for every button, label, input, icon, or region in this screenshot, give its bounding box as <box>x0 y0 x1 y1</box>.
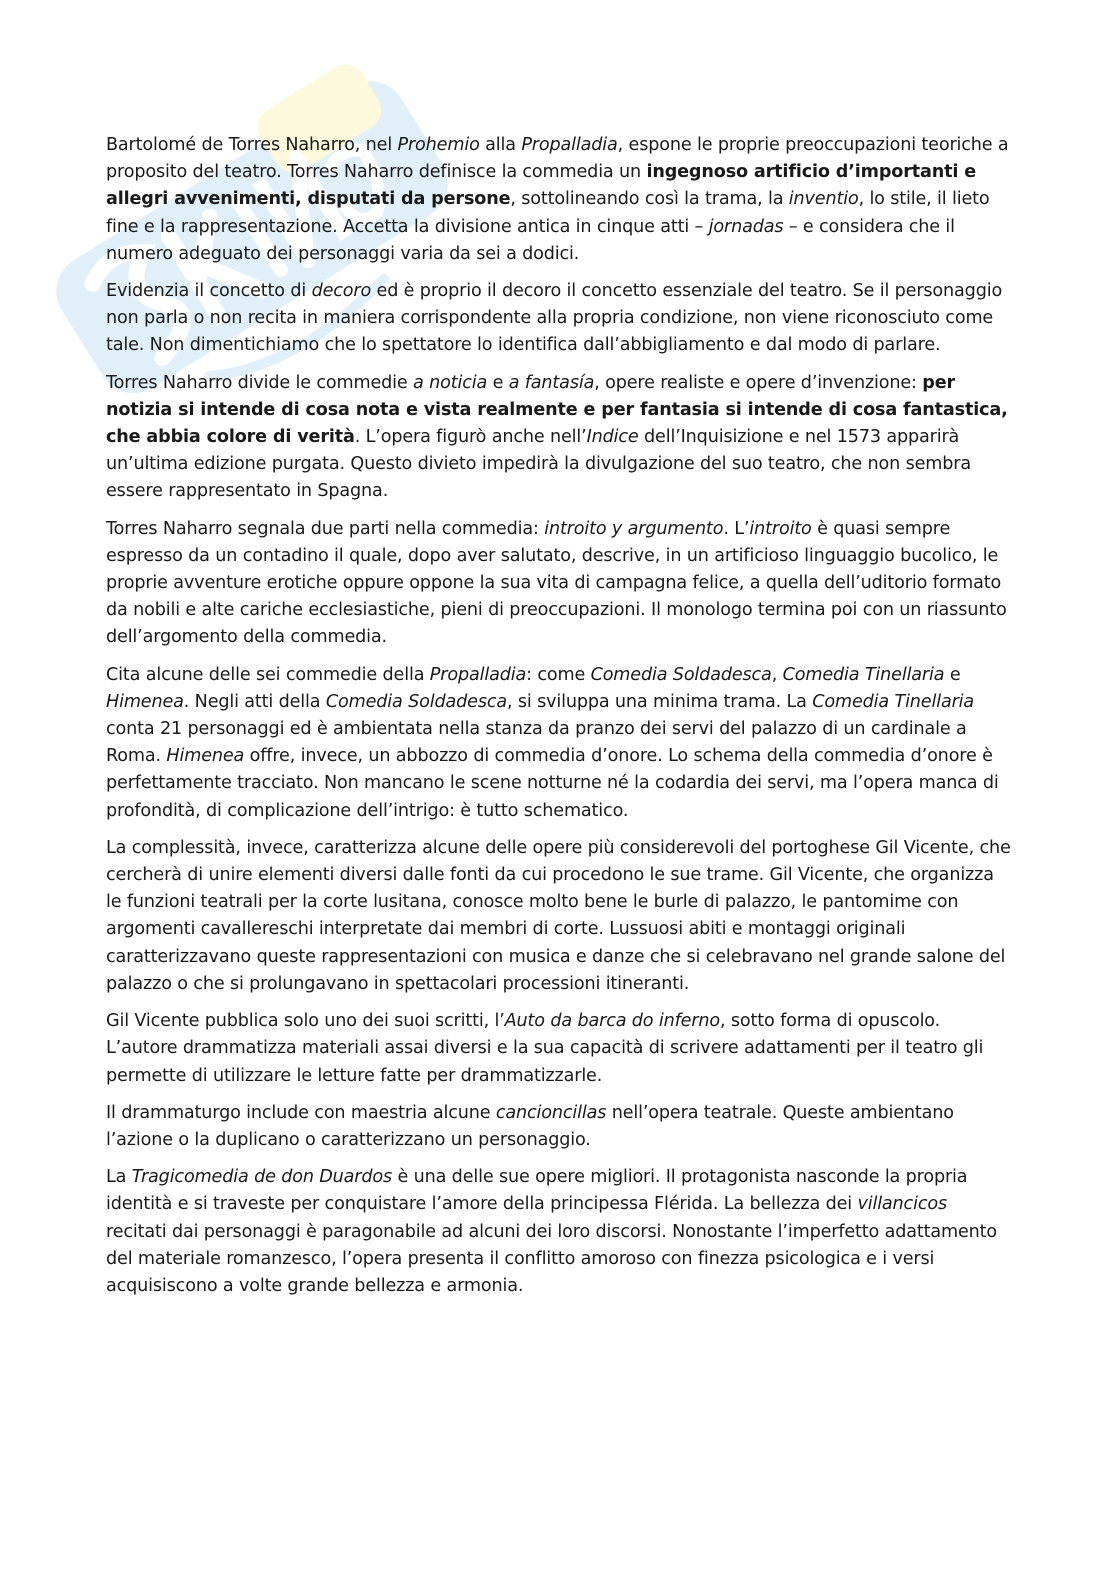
text-run: . Negli atti della <box>183 691 326 712</box>
italic-run: Comedia Soldadesca <box>325 691 507 712</box>
italic-run: a noticia <box>413 372 488 393</box>
italic-run: Prohemio <box>397 135 480 155</box>
text-run: Il drammaturgo include con maestria alcune <box>106 1102 496 1123</box>
italic-run: Comedia Tinellaria <box>782 664 945 685</box>
italic-run: Comedia Soldadesca <box>590 664 772 685</box>
paragraph <box>106 132 1011 268</box>
text-run: Cita alcune delle sei commedie della <box>106 664 430 685</box>
text-run: recitati dai personaggi è paragonabile ad alcuni dei loro discorsi. Nonostante l’imperfetto adattamento del materiale romanzesco, l’opera presenta il conflitto amoroso con finezza psicologica e i versi acquisiscono a volte grande bellezza e armonia. <box>106 1221 998 1296</box>
italic-run: villancicos <box>857 1194 947 1215</box>
text-run: è una delle sue opere migliori. Il protagonista nasconde la propria identità e si traveste per conquistare l’amore della principessa Flérida. La bellezza dei <box>106 1167 968 1215</box>
paragraph <box>106 370 1011 506</box>
text-run: dell’Inquisizione e nel 1573 apparirà un’ultima edizione purgata. Questo divieto impedirà la divulgazione del suo teatro, che non sembra essere rappresentato in Spagna. <box>106 427 972 502</box>
italic-run: Tragicomedia de don Duardos <box>131 1167 393 1188</box>
text-run: conta 21 personaggi ed è ambientata nella stanza da pranzo dei servi del palazzo di un cardinale a Roma. <box>106 719 967 767</box>
paragraph <box>106 516 1011 652</box>
document-body <box>106 132 1011 1310</box>
text-run: è quasi sempre espresso da un contadino il quale, dopo aver salutato, descrive, in un artificioso linguaggio bucolico, le proprie avventure erotiche oppure oppone la sua vita di campagna felice, a quella dell’uditorio formato da nobili e alte cariche ecclesiastiche, pieni di preoccupazioni. Il monologo termina poi con un riassunto dell’argomento della commedia. <box>106 518 1007 648</box>
italic-run: introito <box>749 518 812 539</box>
bold-run: per notizia si intende di cosa nota e vista realmente e per fantasia si intende di cosa fantastica, che abbia colore di verità <box>106 372 1008 448</box>
text-run: , lo stile, il lieto fine e la rappresentazione. Accetta la divisione antica in cinque atti – <box>106 189 990 237</box>
italic-run: Propalladia <box>429 664 527 685</box>
text-run: , si sviluppa una minima trama. La <box>506 691 813 712</box>
text-run: offre, invece, un abbozzo di commedia d’onore. Lo schema della commedia d’onore è perfettamente tracciato. Non mancano le scene notturne né la codardia dei servi, ma l’opera manca di profondità, di complicazione dell’intrigo: è tutto schematico. <box>106 746 999 821</box>
paragraph <box>106 835 1011 998</box>
text-run: , sottolineando così la trama, la <box>510 189 789 210</box>
italic-run: decoro <box>311 281 372 302</box>
text-run: ed è proprio il decoro il concetto essenziale del teatro. Se il personaggio non parla o non recita in maniera corrispondente alla propria condizione, non viene riconosciuto come tale. Non dimentichiamo che lo spettatore lo identifica dall’abbigliamento e dal modo di parlare. <box>106 281 1003 356</box>
italic-run: jornadas <box>708 216 784 237</box>
text-run: , espone le proprie preoccupazioni teoriche a proposito del teatro. Torres Naharro definisce la commedia un <box>106 135 1009 183</box>
text-run: Torres Naharro divide le commedie <box>106 372 414 393</box>
text-run: , <box>771 664 783 685</box>
italic-run: inventio <box>788 189 859 210</box>
text-run: Bartolomé de Torres Naharro, nel <box>106 135 398 155</box>
italic-run: Comedia Tinellaria <box>812 691 975 712</box>
italic-run: a fantasía <box>508 372 595 393</box>
paragraph <box>106 662 1011 825</box>
text-run: alla <box>479 135 522 155</box>
italic-run: cancioncillas <box>495 1102 607 1123</box>
paragraph <box>106 1100 1011 1154</box>
text-run: – e considera che il numero adeguato dei personaggi varia da sei a dodici. <box>106 216 955 264</box>
italic-run: Propalladia <box>521 135 618 155</box>
italic-run: Auto da barca do inferno <box>504 1011 721 1032</box>
text-run: La <box>106 1167 132 1188</box>
paragraph <box>106 1008 1011 1090</box>
text-run: Evidenzia il concetto di <box>106 281 312 302</box>
italic-run: Indice <box>586 427 639 448</box>
bold-run: ingegnoso artificio d’importanti e allegri avvenimenti, disputati da persone <box>106 162 976 210</box>
text-run: Gil Vicente pubblica solo uno dei suoi scritti, l’ <box>106 1011 505 1032</box>
text-run: , opere realiste e opere d’invenzione: <box>594 372 923 393</box>
italic-run: Himenea <box>106 691 184 712</box>
text-run: , sotto forma di opuscolo. L’autore drammatizza materiali assai diversi e la sua capacità di scrivere adattamenti per il teatro gli permette di utilizzare le letture fatte per drammatizzarle. <box>106 1011 984 1086</box>
text-run: e <box>487 372 509 393</box>
italic-run: introito y argumento <box>544 518 724 539</box>
text-run: e <box>944 664 961 685</box>
paragraph <box>106 278 1011 360</box>
italic-run: Himenea <box>166 746 245 767</box>
text-run: nell’opera teatrale. Queste ambientano l’azione o la duplicano o caratterizzano un personaggio. <box>106 1102 954 1150</box>
text-run: La complessità, invece, caratterizza alcune delle opere più considerevoli del portoghese Gil Vicente, che cercherà di unire elementi diversi dalle fonti da cui procedono le sue trame. Gil Vicente, che organizza le funzioni teatrali per la corte lusitana, conosce molto bene le burle di palazzo, le pantomime con argomenti cavallereschi interpretate dai membri di corte. Lussuosi abiti e montaggi originali caratterizzavano queste rappresentazioni con musica e danze che si celebravano nel grande salone del palazzo o che si prolungavano in spettacolari processioni itineranti. <box>106 837 1011 994</box>
text-run: . L’opera figurò anche nell’ <box>354 427 587 448</box>
text-run: Torres Naharro segnala due parti nella commedia: <box>106 518 545 539</box>
paragraph <box>106 1164 1011 1300</box>
text-run: : come <box>526 664 591 685</box>
text-run: . L’ <box>723 518 750 539</box>
